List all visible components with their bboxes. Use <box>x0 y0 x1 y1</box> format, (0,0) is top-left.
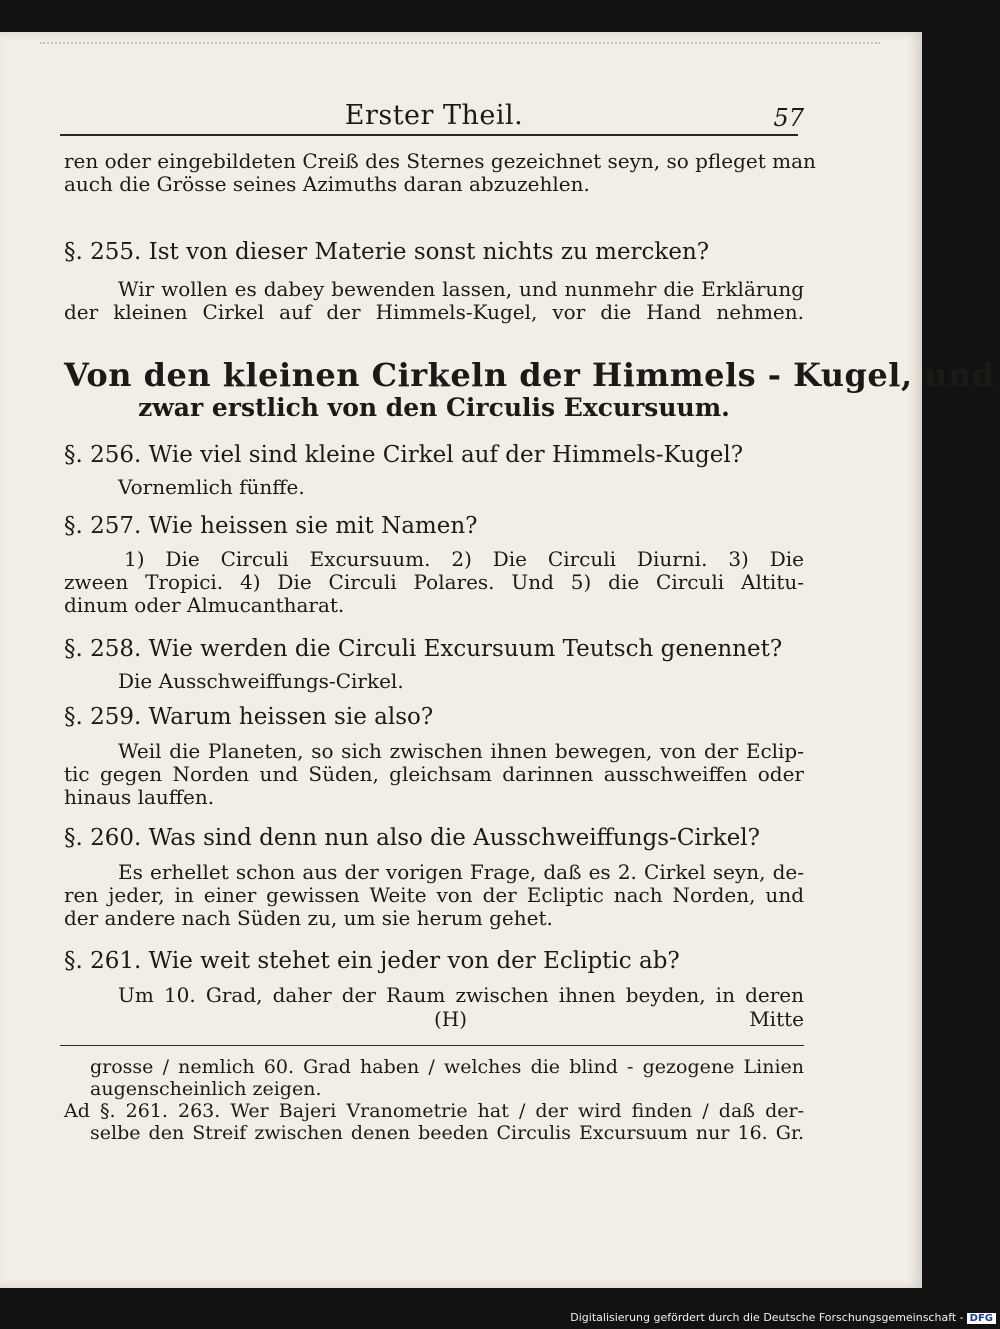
answer-line: ren jeder, in einer gewissen Weite von der Ecliptic nach Norden, und <box>64 883 804 907</box>
footnote-rule <box>60 1045 804 1046</box>
book-page <box>0 32 995 1288</box>
footnotes <box>64 1056 804 1144</box>
question-259 <box>64 704 804 730</box>
running-head-title: Erster Theil. <box>344 100 524 131</box>
answer-255 <box>64 278 804 324</box>
footnote-line: Ad §. 261. 263. Wer Bajeri Vranometrie hat / der wird finden / daß der- <box>64 1100 804 1122</box>
answer-line: hinaus lauffen. <box>64 785 215 809</box>
credit-text: Digitalisierung gefördert durch die Deutsche Forschungsgemeinschaft - <box>570 1311 964 1324</box>
question-255 <box>64 239 804 265</box>
footnote-line: grosse / nemlich 60. Grad haben / welches die blind - gezogene Linien <box>90 1056 804 1078</box>
answer-line: 1) Die Circuli Excursuum. 2) Die Circuli Diurni. 3) Die <box>124 547 804 571</box>
answer-line: zween Tropici. 4) Die Circuli Polares. Und 5) die Circuli Altitu- <box>64 570 804 594</box>
answer-line: Vornemlich fünffe. <box>118 475 305 499</box>
question-line: §. 259. Warum heissen sie also? <box>64 704 434 730</box>
answer-line: Es erhellet schon aus der vorigen Frage, daß es 2. Cirkel seyn, de- <box>118 860 804 884</box>
text-line: auch die Grösse seines Azimuths daran abzuzehlen. <box>64 172 590 196</box>
question-line: §. 255. Ist von dieser Materie sonst nichts zu mercken? <box>64 239 710 265</box>
dfg-logo: DFG <box>967 1313 996 1324</box>
question-256 <box>64 442 804 468</box>
answer-line: der kleinen Cirkel auf der Himmels-Kugel, vor die Hand nehmen. <box>64 300 804 324</box>
catchword: Mitte <box>749 1007 804 1031</box>
question-261 <box>64 948 804 974</box>
text-block-intro <box>64 149 816 196</box>
page-edge-marks <box>40 42 880 50</box>
page-foot <box>64 1008 804 1034</box>
section-heading-line: Von den kleinen Cirkeln der Himmels - Kugel, und <box>64 356 995 394</box>
question-line: §. 256. Wie viel sind kleine Cirkel auf der Himmels-Kugel? <box>64 442 744 468</box>
header-rule <box>60 134 798 136</box>
answer-line: Um 10. Grad, daher der Raum zwischen ihnen beyden, in deren <box>118 983 804 1007</box>
answer-259 <box>64 740 804 809</box>
running-head <box>64 98 804 138</box>
digitization-credit <box>570 1311 996 1324</box>
question-258 <box>64 636 804 662</box>
answer-line: dinum oder Almucantharat. <box>64 593 345 617</box>
footnote-line: augenscheinlich zeigen. <box>90 1078 322 1100</box>
question-260 <box>64 825 804 851</box>
answer-line: der andere nach Süden zu, um sie herum gehet. <box>64 906 553 930</box>
question-line: §. 258. Wie werden die Circuli Excursuum Teutsch genennet? <box>64 636 783 662</box>
answer-line: Wir wollen es dabey bewenden lassen, und nunmehr die Erklärung <box>118 277 804 301</box>
section-heading <box>64 356 995 423</box>
answer-257 <box>64 548 804 617</box>
answer-256 <box>64 476 804 499</box>
question-257 <box>64 513 804 539</box>
answer-line: tic gegen Norden und Süden, gleichsam darinnen ausschweiffen oder <box>64 762 804 786</box>
answer-258 <box>64 670 804 693</box>
answer-line: Weil die Planeten, so sich zwischen ihnen bewegen, von der Eclip- <box>118 739 804 763</box>
answer-260 <box>64 861 804 930</box>
question-line: §. 260. Was sind denn nun also die Ausschweiffungs-Cirkel? <box>64 825 760 851</box>
footnote-line: selbe den Streif zwischen denen beeden Circulis Excursuum nur 16. Gr. <box>90 1122 804 1144</box>
answer-261 <box>64 984 804 1007</box>
question-line: §. 257. Wie heissen sie mit Namen? <box>64 513 478 539</box>
section-heading-line: zwar erstlich von den Circulis Excursuum. <box>138 393 730 422</box>
page-number: 57 <box>773 104 804 132</box>
answer-line: Die Ausschweiffungs-Cirkel. <box>118 669 404 693</box>
text-line: ren oder eingebildeten Creiß des Sternes gezeichnet seyn, so pfleget man <box>64 149 816 173</box>
question-line: §. 261. Wie weit stehet ein jeder von der Ecliptic ab? <box>64 948 680 974</box>
signature-mark: (H) <box>434 1007 468 1031</box>
